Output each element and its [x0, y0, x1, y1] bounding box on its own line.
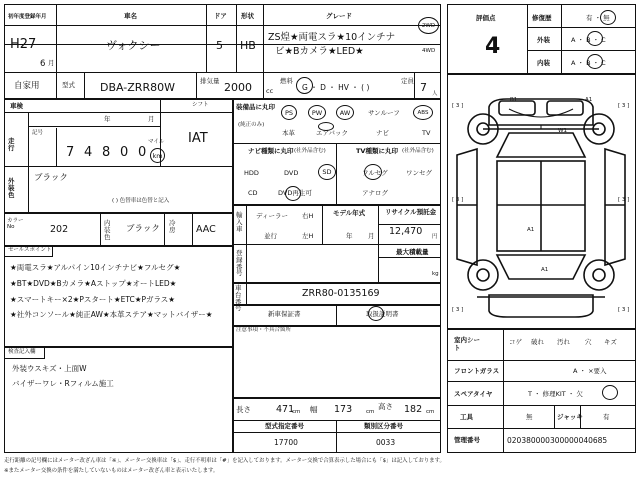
- sales-points-label: セールスポイント: [8, 247, 52, 253]
- import-right-h: 右H: [302, 212, 314, 220]
- windshield-label: フロントガラス: [454, 367, 500, 375]
- model-year-label: モデル年式: [333, 209, 366, 217]
- equip-aw: [336, 105, 354, 120]
- ac-label: 冷房: [169, 219, 176, 235]
- equip-airbag: エアバック: [316, 129, 348, 137]
- first-reg-month: 6: [40, 59, 46, 69]
- drive-2wd: 2WD: [421, 22, 436, 29]
- width: 173: [334, 404, 353, 415]
- width-cm: cm: [366, 409, 375, 415]
- inspector-notes-label: 検査記入欄: [8, 349, 36, 355]
- mileage-memo-label: 記号: [32, 130, 44, 136]
- model: DBA-ZRR80W: [100, 81, 175, 94]
- fuel-label: 燃料: [280, 77, 293, 85]
- doors: 5: [216, 39, 223, 52]
- spare-tire-options: T ・ 修理KIT ・ 欠: [528, 390, 583, 398]
- car-damage-diagram: [447, 75, 636, 327]
- equip-navi: ナビ: [376, 129, 389, 137]
- import-label: 輸入車: [236, 211, 243, 234]
- recycle-fee: 12,470: [389, 226, 423, 237]
- first-reg-year: H27: [10, 37, 37, 52]
- inspection-year: 年: [104, 115, 111, 123]
- sales-point-line-1: ★両電スラ★アルパイン10インチナビ★フルセグ★: [10, 263, 181, 272]
- registration-number-label: 登録番号: [236, 249, 243, 278]
- inspector-note-2: バイザーワレ・Rフィルム施工: [12, 379, 114, 388]
- tools-label: 工具: [460, 413, 473, 421]
- car-name-label: 車名: [124, 12, 137, 20]
- shift: IAT: [188, 131, 208, 146]
- mile-label: マイル: [148, 139, 165, 145]
- doors-label: ドア: [214, 12, 227, 20]
- equip-leather: 本革: [282, 129, 295, 137]
- model-year-month: 月: [368, 232, 375, 240]
- grade-line2: ビ★Bカメラ★LED★: [275, 46, 364, 57]
- diagram-label-left-top: [ 3 ]: [452, 103, 464, 109]
- jack-value: 有: [603, 413, 610, 421]
- shift-label: シフト: [192, 102, 209, 108]
- equip-sunroof: サンルーフ: [368, 109, 400, 117]
- tv-oneseg: ワンセグ: [406, 169, 432, 177]
- footer-line-2: ※またメーター交換の条件を満たしていないものはメーター改ざん車と表示いたします。: [4, 468, 219, 474]
- first-reg-month-unit: 月: [48, 59, 55, 67]
- mileage-digit-3: 8: [102, 145, 111, 160]
- use-type: 自家用: [14, 81, 40, 91]
- exterior-color: ブラック: [34, 173, 68, 183]
- equipment-sub: (純正のみ): [238, 122, 265, 128]
- exterior-note: ( ) 色替車は色替と記入: [112, 198, 170, 204]
- seat-scratch: キズ: [604, 338, 617, 346]
- owners-manual-circle: [368, 306, 384, 321]
- seat-burn: コゲ: [509, 338, 522, 346]
- capacity: 7: [420, 81, 427, 94]
- equip-abs-label: ABS: [417, 109, 429, 116]
- mileage-digit-2: 4: [84, 145, 93, 160]
- yen-unit: 円: [432, 234, 438, 240]
- width-label: 幅: [310, 405, 318, 414]
- shape: HB: [240, 39, 256, 52]
- mileage-digit-5: 0: [138, 145, 147, 160]
- seat-stain: 汚れ: [557, 338, 570, 346]
- tools-value: 無: [526, 413, 533, 421]
- management-number-label: 管理番号: [454, 436, 480, 444]
- inspection-month: 月: [148, 115, 155, 123]
- diagram-label-b1: B1: [510, 97, 518, 103]
- length: 471: [276, 404, 295, 415]
- sales-point-line-3: ★スマートキー×2★Pスタート★ETC★Pガラス★: [10, 295, 175, 304]
- import-dealer: ディーラー: [256, 212, 288, 220]
- model-label: 型式: [62, 81, 75, 89]
- kg-unit: kg: [432, 271, 439, 277]
- chassis-number: ZRR80-0135169: [302, 288, 380, 299]
- inspection-label: 車検: [10, 102, 23, 110]
- equip-airbag-circle: [318, 122, 334, 131]
- diagram-label-right-top: [ 3 ]: [618, 103, 630, 109]
- equip-tv: TV: [422, 129, 431, 137]
- diagram-label-left-mid: [ 3 ]: [452, 197, 464, 203]
- drive-2wd-circle: [418, 17, 439, 34]
- ac: AAC: [196, 224, 216, 235]
- interior-grade-options: A ・ B ・ C: [571, 59, 606, 67]
- owners-manual: 取扱説明書: [366, 310, 399, 318]
- diagram-label-a1-top: A1: [585, 97, 593, 103]
- tv-type-sub: (社外品含む): [402, 148, 434, 154]
- interior-color: ブラック: [126, 224, 160, 234]
- car-name: ヴォクシー: [106, 39, 161, 52]
- diagram-label-right-mid: [ 3 ]: [618, 197, 630, 203]
- tv-type-label: TV種類に丸印: [356, 147, 398, 155]
- height-label: 高さ: [378, 402, 393, 411]
- interior-grade-label: 内装: [537, 59, 550, 67]
- diagram-label-right-bottom: [ 3 ]: [618, 307, 630, 313]
- seat-label: 室内シート: [454, 336, 480, 353]
- equipment-label: 装備品に丸印: [236, 103, 275, 111]
- fuel-options: G ・ D ・ HV ・ ( ): [302, 83, 370, 92]
- score: 4: [485, 34, 501, 59]
- displacement: 2000: [224, 81, 252, 94]
- diagram-label-a1-bottom: A1: [541, 267, 549, 273]
- management-number: 020380000300000040685: [507, 436, 608, 445]
- person-unit: 人: [432, 91, 438, 97]
- length-label: 長さ: [236, 405, 251, 414]
- km-circle: [150, 148, 165, 163]
- spare-none-circle: [602, 385, 618, 400]
- interior-grade-b-circle: [587, 54, 603, 69]
- mileage-label: 走行: [8, 137, 15, 153]
- mileage-digit-1: 7: [66, 145, 75, 160]
- first-reg-label: 初年度登録年月: [8, 14, 47, 20]
- equip-ps: [281, 105, 297, 120]
- shape-label: 形状: [241, 12, 254, 20]
- fuel-g-circle: [296, 77, 313, 94]
- navi-dvd-play: DVD再生可: [278, 189, 312, 197]
- windshield-options: A ・ ×要入: [573, 367, 607, 375]
- spare-tire-label: スペアタイヤ: [454, 390, 493, 398]
- navi-dvd-play-circle: [285, 186, 301, 201]
- equip-aw-label: AW: [339, 108, 351, 117]
- repair-none-circle: [600, 10, 616, 25]
- diagram-label-a1-side: A1: [527, 227, 535, 233]
- max-load-label: 最大積載量: [396, 248, 429, 256]
- length-cm: cm: [292, 409, 301, 415]
- navi-type-label: ナビ種類に丸印: [248, 147, 294, 155]
- navi-dvd: DVD: [284, 169, 299, 177]
- new-car-warranty: 新車保証書: [268, 310, 301, 318]
- import-left-h: 左H: [302, 232, 314, 240]
- seat-hole: 穴: [585, 338, 592, 346]
- sales-point-line-4: ★社外コンソール★純正AW★本革ステア★マットバイザー★: [10, 310, 213, 319]
- inspector-note-1: 外装ウスキズ・上面W: [12, 364, 87, 373]
- seat-tear: 破れ: [531, 338, 544, 346]
- navi-hdd: HDD: [244, 169, 259, 177]
- diagram-label-w1: W1: [558, 128, 567, 134]
- repair-label: 修復歴: [532, 14, 552, 22]
- class-number: 0033: [376, 438, 396, 447]
- footer-line-1: 走行距離の記号欄にはメーター改ざん車は「※」、メーター交換車は「$」、走行不明車は「#」を記入しております。メーター交換で合算表示した場合にも「$」は記入しております。: [4, 458, 445, 464]
- exterior-label: 外装色: [8, 177, 15, 200]
- equip-ps-label: PS: [284, 108, 294, 117]
- type-number-label: 型式指定番号: [265, 422, 304, 430]
- navi-type-sub: (社外品含む): [294, 148, 326, 154]
- equip-abs: [413, 105, 433, 120]
- diagram-label-left-bottom: [ 3 ]: [452, 307, 464, 313]
- navi-cd: CD: [248, 189, 258, 197]
- score-label: 評価点: [476, 14, 496, 22]
- km-label: km: [152, 151, 163, 160]
- chassis-label: 車台番号: [235, 284, 242, 313]
- exterior-grade-options: A ・ B ・ C: [571, 36, 606, 44]
- notes-label: 注意事項・不具合箇所: [236, 327, 292, 333]
- capacity-label: 定員: [401, 77, 414, 85]
- navi-sd-label: SD: [322, 168, 332, 176]
- grade-label: グレード: [326, 12, 352, 20]
- exterior-grade-b-circle: [587, 31, 603, 46]
- type-number: 17700: [274, 438, 298, 447]
- jack-label: ジャッキ: [557, 413, 583, 421]
- import-parallel: 並行: [264, 232, 277, 240]
- repair-options: 有 ・ 無: [586, 14, 610, 22]
- tv-analog: アナログ: [362, 189, 388, 197]
- equip-pw-label: PW: [311, 108, 323, 117]
- grade-line1: ZS煌★両電スラ★10インチナ: [268, 32, 396, 43]
- equip-pw: [308, 105, 326, 120]
- sales-point-line-2: ★BT★DVD★Bカメラ★Aストップ★オートLED★: [10, 279, 177, 288]
- interior-color-label: 内装色: [104, 219, 111, 242]
- model-year-unit: 年: [346, 232, 353, 240]
- mileage-digit-4: 0: [120, 145, 129, 160]
- color-code-label: カラーNo: [7, 218, 24, 230]
- color-code: 202: [50, 224, 69, 235]
- exterior-grade-label: 外装: [537, 36, 550, 44]
- displacement-label: 排気量: [200, 77, 220, 85]
- tv-fullseg-circle: [364, 164, 382, 180]
- tv-fullseg: フルセグ: [362, 169, 388, 177]
- class-number-label: 類別区分番号: [364, 422, 403, 430]
- navi-sd: [318, 164, 336, 180]
- height: 182: [404, 404, 423, 415]
- cc-unit: cc: [266, 87, 274, 95]
- drive-4wd: 4WD: [422, 48, 436, 54]
- recycle-label: リサイクル預託金: [385, 208, 437, 216]
- height-cm: cm: [426, 409, 435, 415]
